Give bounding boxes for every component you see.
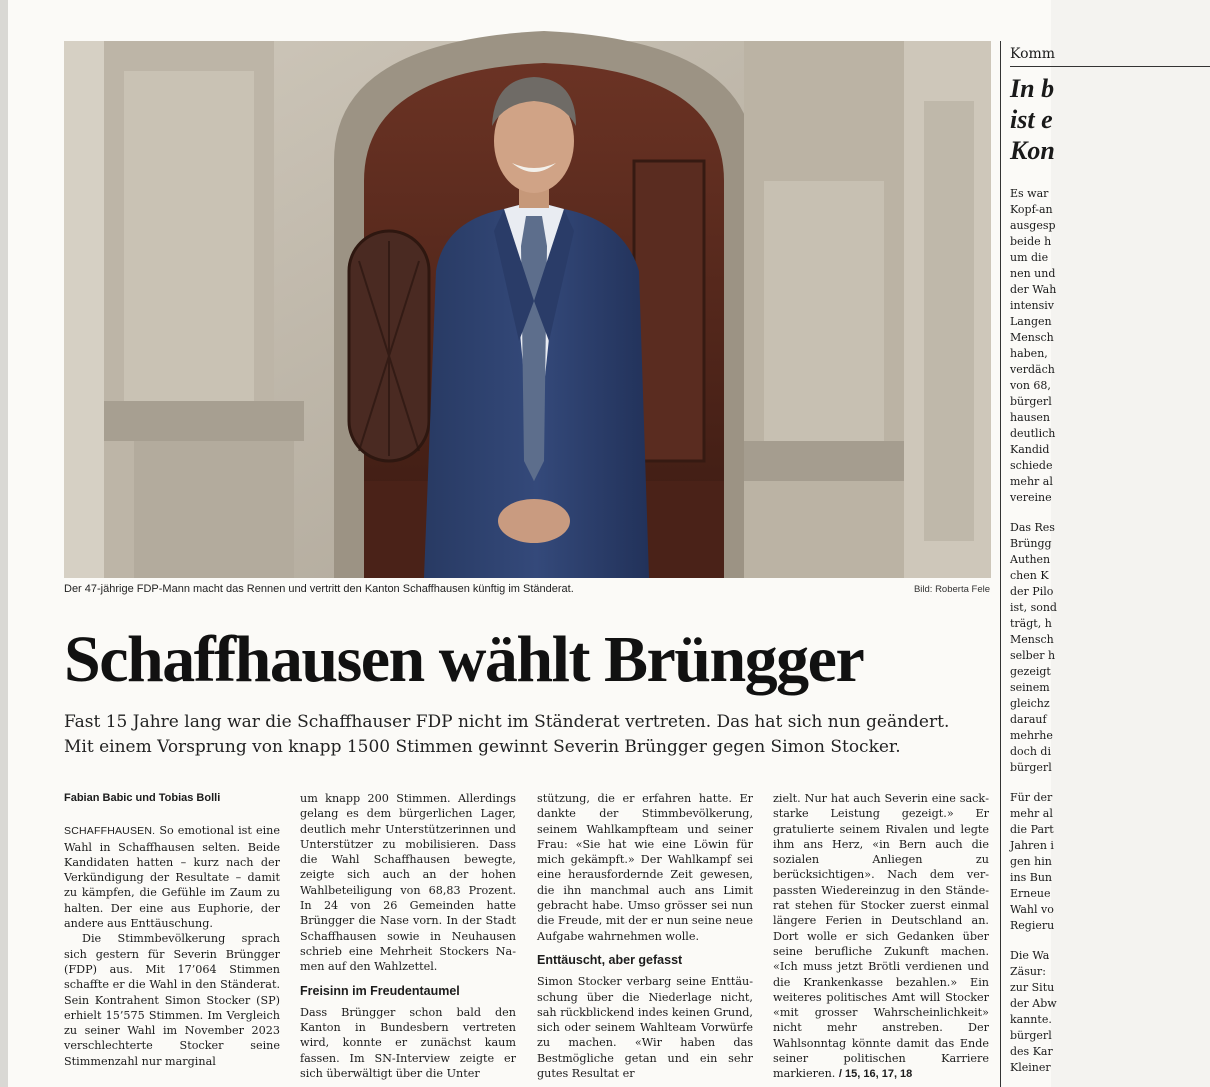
commentary-line: Brüngg (1010, 537, 1052, 550)
paragraph (64, 823, 280, 931)
paragraph: Simon Stocker verbarg seine Enttäuschung über die Niederlage nicht, sah rückblickend indes keinen Grund, sich oder seinem Wahlteam Vorwürfe zu machen. «Wir haben das Bestmögliche getan und ein sehr gutes Resultat er (537, 975, 753, 1081)
commentary-line: Die Wa (1010, 949, 1050, 962)
commentary-line: Regieru (1010, 919, 1055, 932)
paragraph: um knapp 200 Stimmen. Allerdings gelang es dem bürgerlichen Lager, deutlich mehr Unterstützerinnen und Unterstützer zu mobilisieren. Dass die Wahl Schaffhausen bewegte, zeigte sich auch an der hohen Wahlbeteiligung von 68,83 Prozent. In 24 von 26 Gemeinden hatte Brüngger die Nase vorn. In der Stadt Schaffhausen sowie in Neuhausen schrieb eine Mehrheit Stockers Namen auf den Wahlzettel. (300, 792, 516, 974)
commentary-line: Das Res (1010, 521, 1055, 534)
paragraph-text: So emotional ist eine Wahl in Schaffhausen selten. Beide Kandidaten hatten – kurz nach der Verkündigung der Resultate – damit zu kämpfen, die Gefühle im Zaum zu halten. Der eine aus Euphorie, der andere aus Enttäuschung. (64, 824, 280, 931)
commentary-line: Zäsur: (1010, 965, 1046, 978)
lead-line: Mit einem Vorsprung von knapp 1500 Stimmen gewinnt Severin Brüngger gegen Simon Stocker. (64, 737, 901, 757)
commentary-title (1010, 73, 1210, 166)
subheading: Freisinn im Freudentaumel (300, 983, 460, 998)
commentary-line: des Kar (1010, 1045, 1053, 1058)
commentary-line: intensiv (1010, 299, 1054, 312)
commentary-title-line: ist e (1010, 105, 1053, 134)
commentary-line: Erneue (1010, 887, 1051, 900)
commentary-line: Mensch (1010, 331, 1054, 344)
article-headline: Schaffhausen wählt Brüngger (64, 623, 864, 696)
photo-credit: Bild: Roberta Fele (913, 584, 990, 595)
body-column-2 (300, 791, 516, 1081)
commentary-line: ins Bun (1010, 871, 1052, 884)
commentary-line: vereine (1010, 491, 1052, 504)
body-column-1 (64, 791, 280, 1069)
commentary-rule (1010, 66, 1210, 67)
commentary-title-line: Kon (1010, 136, 1055, 165)
commentary-line: die Part (1010, 823, 1054, 836)
commentary-line: Jahren i (1010, 839, 1054, 852)
commentary-line: der Abw (1010, 997, 1057, 1010)
commentary-label: Komm (1010, 46, 1056, 62)
commentary-line: nen und (1010, 267, 1056, 280)
commentary-line: ausgesp (1010, 219, 1056, 232)
paragraph: stützung, die er erfahren hatte. Er dankte der Stimmbevölkerung, seinem Wahlkampfteam und seiner Frau: «Sie hat wie eine Löwin für mich gekämpft.» Der Wahlkampf sei eine herausfordernde Zeit gewesen, die ihn manchmal auch ans Limit gebracht habe. Umso grösser sei nun die Freude, mit der er nun seine neue Aufgabe wahrnehmen wolle. (537, 792, 753, 943)
politician-portrait-illustration (64, 41, 991, 578)
commentary-line: der Wah (1010, 283, 1057, 296)
commentary-line: mehr al (1010, 807, 1053, 820)
commentary-line: von 68, (1010, 379, 1051, 392)
commentary-line: chen K (1010, 569, 1049, 582)
body-column-3 (537, 791, 753, 1081)
commentary-line: der Pilo (1010, 585, 1054, 598)
commentary-line: Kandid (1010, 443, 1050, 456)
commentary-paragraph-3 (1010, 790, 1210, 934)
paragraph: Dass Brüngger schon bald den Kanton in Bundesbern vertreten wird, konnte er zunächst kaum fassen. Im SN-Interview zeigte er sich überwältigt über die Unter (300, 1005, 516, 1081)
commentary-line: bürgerl (1010, 1029, 1052, 1042)
lead-line: Fast 15 Jahre lang war die Schaffhauser FDP nicht im Ständerat vertreten. Das hat sich nun geändert. (64, 712, 950, 732)
commentary-line: mehr al (1010, 475, 1053, 488)
photo-caption: Der 47-jährige FDP-Mann macht das Rennen und vertritt den Kanton Schaffhausen künftig im Ständerat. (64, 583, 574, 595)
commentary-line: selber h (1010, 649, 1056, 662)
commentary-line: ist, sond (1010, 601, 1057, 614)
commentary-paragraph-2 (1010, 520, 1210, 776)
dateline: SCHAFFHAUSEN. (64, 825, 156, 838)
page-references: / 15, 16, 17, 18 (838, 1068, 913, 1081)
commentary-line: zur Situ (1010, 981, 1055, 994)
commentary-paragraph-4 (1010, 948, 1210, 1076)
commentary-line: hausen (1010, 411, 1050, 424)
commentary-line: Kopf-an (1010, 203, 1053, 216)
commentary-line: Für der (1010, 791, 1053, 804)
commentary-line: verdäch (1010, 363, 1055, 376)
commentary-line: trägt, h (1010, 617, 1052, 630)
commentary-column (1001, 0, 1057, 1087)
paragraph (773, 791, 989, 1083)
body-column-4 (773, 791, 989, 1083)
commentary-line: bürgerl (1010, 761, 1052, 774)
commentary-line: beide h (1010, 235, 1052, 248)
commentary-line: um die (1010, 251, 1049, 264)
commentary-line: Es war (1010, 187, 1049, 200)
commentary-line: Langen (1010, 315, 1052, 328)
commentary-line: schiede (1010, 459, 1053, 472)
paragraph: Die Stimmbevölkerung sprach sich gestern für Severin Brüngger (FDP) aus. Mit 17’064 Stimmen schaffte er die Wahl in den Ständerat. Sein Kontrahent Simon Stocker (SP) erhielt 15’575 Stimmen. Im Vergleich zu seiner Wahl im November 2023 verschlechterte Stocker seine Stimmenzahl nur marginal (64, 932, 280, 1068)
commentary-line: kannte. (1010, 1013, 1052, 1026)
commentary-line: deutlich (1010, 427, 1056, 440)
article-lead (64, 710, 974, 760)
commentary-line: gleichz (1010, 697, 1050, 710)
commentary-title-line: In b (1010, 74, 1055, 103)
subheading: Enttäuscht, aber gefasst (537, 952, 683, 967)
commentary-line: gen hin (1010, 855, 1052, 868)
paragraph-text: zielt. Nur hat auch Severin eine sackstarke Leistung gezeigt.» Er gratulierte seinem Rivalen und legte ihm ans Herz, «in Bern auch die sozialen Anliegen zu berücksichtigen». Nach dem verpassten Wiedereinzug in den Ständerat stehen für Stocker zuerst einmal längere Ferien in Deutschland an. Dort wolle er sich Gedanken über seine berufliche Zukunft machen. «Ich muss jetzt Brötli verdienen und die Krankenkasse bezahlen.» Ein weiteres politisches Amt will Stocker «mit grosser Wahrscheinlichkeit» nicht mehr anstreben. Der Wahlsonntag könnte damit das Ende seiner politischen Karriere markieren. (773, 792, 989, 1081)
commentary-line: gezeigt (1010, 665, 1051, 678)
commentary-line: doch di (1010, 745, 1051, 758)
article-photo (64, 41, 991, 578)
page-edge (0, 0, 8, 1087)
commentary-line: Wahl vo (1010, 903, 1054, 916)
commentary-line: mehrhe (1010, 729, 1053, 742)
commentary-line: Kleiner (1010, 1061, 1051, 1074)
commentary-line: Mensch (1010, 633, 1054, 646)
commentary-paragraph-1 (1010, 186, 1210, 506)
commentary-line: Authen (1010, 553, 1051, 566)
commentary-line: bürgerl (1010, 395, 1052, 408)
commentary-line: haben, (1010, 347, 1048, 360)
byline: Fabian Babic und Tobias Bolli (64, 792, 221, 804)
commentary-line: darauf (1010, 713, 1047, 726)
commentary-line: seinem (1010, 681, 1050, 694)
